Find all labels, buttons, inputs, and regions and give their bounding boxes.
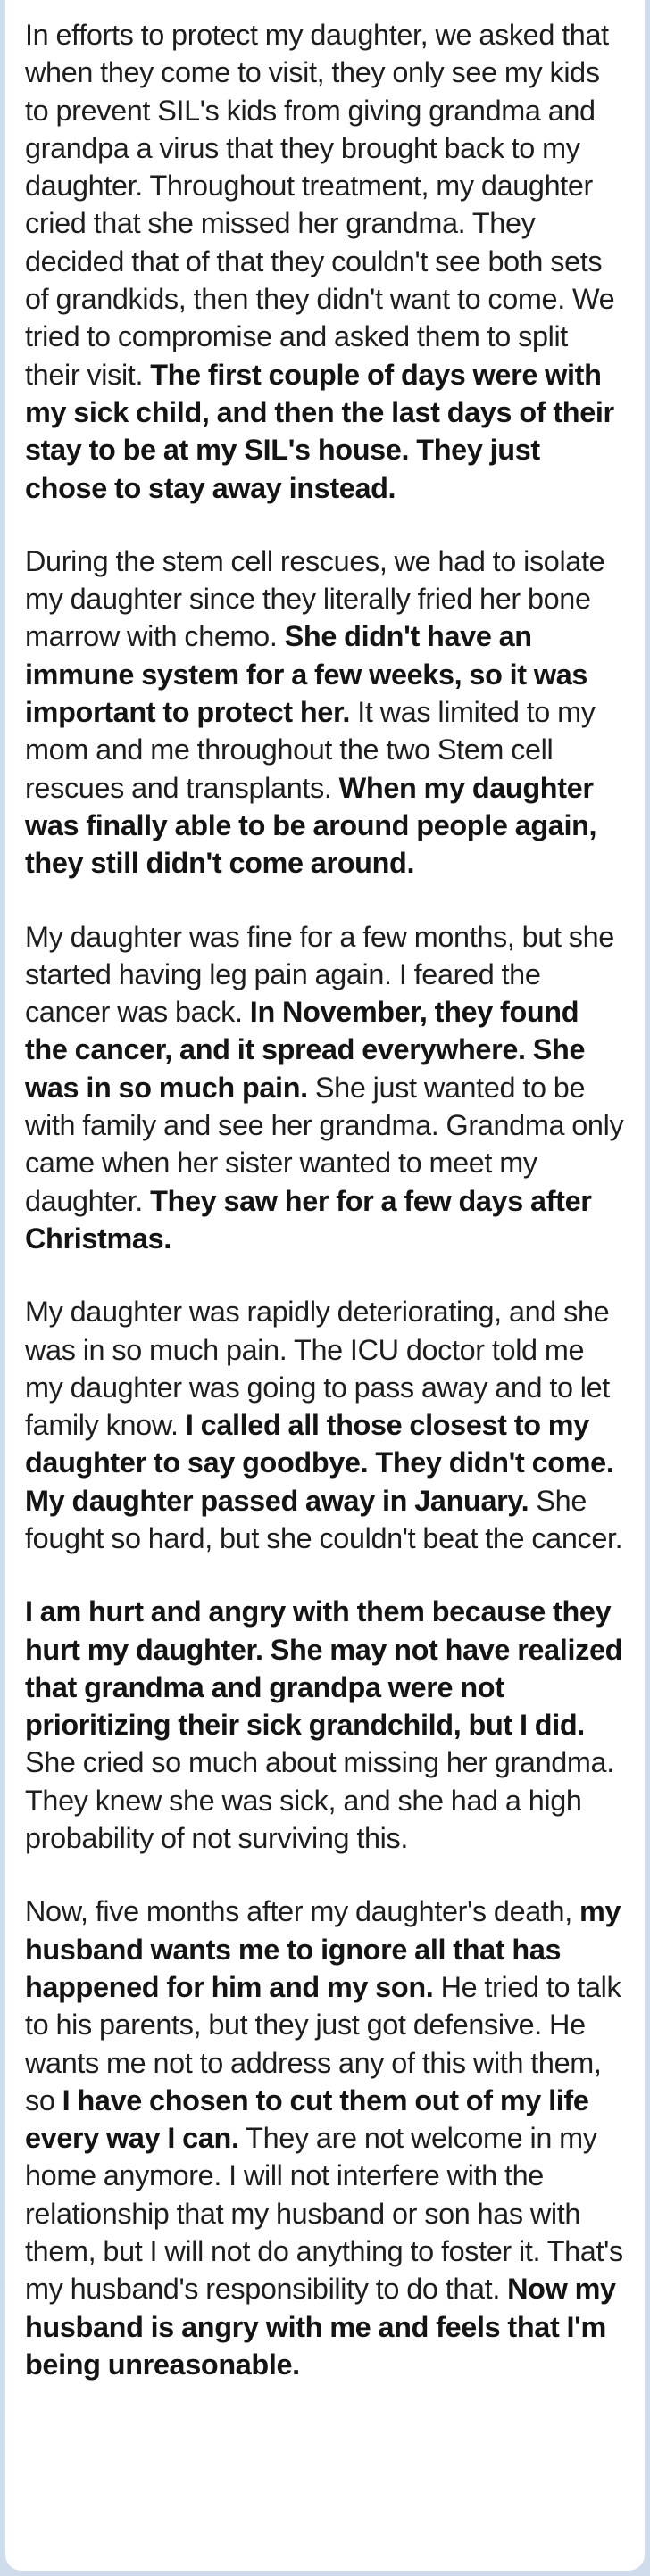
body-text: She fought so hard, but she couldn't beat the cancer. bbox=[25, 1484, 623, 1554]
body-text: My daughter was rapidly deteriorating, and she was in so much pain. The ICU doctor told me my daughter was going to pass away and to let family know. bbox=[25, 1296, 610, 1442]
body-text: During the stem cell rescues, we had to isolate my daughter since they literally fried her bone marrow with chemo. bbox=[25, 544, 605, 653]
emphasized-text: They saw her for a few days after Christmas. bbox=[25, 1184, 592, 1255]
body-text: Now, five months after my daughter's death, bbox=[25, 1895, 580, 1928]
story-paragraph bbox=[25, 16, 625, 507]
emphasized-text: She didn't have an immune system for a few weeks, so it was important to protect her. bbox=[25, 620, 588, 729]
body-text: They are not welcome in my home anymore. I will not interfere with the relationship that my husband or son has with them, but I will not do anything to foster it. That's my husband's responsibility to do that. bbox=[25, 2122, 623, 2306]
story-card bbox=[5, 0, 645, 2571]
emphasized-text: The first couple of days were with my sick child, and then the last days of their stay to be at my SIL's house. They just chose to stay away instead. bbox=[25, 358, 614, 504]
emphasized-text: I called all those closest to my daughter to say goodbye. They didn't come. My daughter passed away in January. bbox=[25, 1409, 614, 1517]
emphasized-text: I am hurt and angry with them because they hurt my daughter. She may not have realized that grandma and grandpa were not prioritizing their sick grandchild, but I did. bbox=[25, 1595, 623, 1742]
body-text: She cried so much about missing her grandma. They knew she was sick, and she had a high probability of not surviving this. bbox=[25, 1746, 614, 1855]
story-paragraph bbox=[25, 1293, 625, 1557]
story-paragraph bbox=[25, 1593, 625, 1857]
body-text: My daughter was fine for a few months, but she started having leg pain again. I feared the cancer was back. bbox=[25, 920, 614, 1029]
story-paragraph bbox=[25, 1893, 625, 2383]
body-text: It was limited to my mom and me throughout the two Stem cell rescues and transplants. bbox=[25, 696, 596, 804]
emphasized-text: When my daughter was finally able to be around people again, they still didn't come around. bbox=[25, 771, 597, 880]
emphasized-text: my husband wants me to ignore all that has happened for him and my son. bbox=[25, 1895, 621, 2003]
emphasized-text: Now my husband is angry with me and feels that I'm being unreasonable. bbox=[25, 2273, 616, 2381]
story-paragraph bbox=[25, 543, 625, 882]
story-paragraph bbox=[25, 918, 625, 1258]
emphasized-text: I have chosen to cut them out of my life every way I can. bbox=[25, 2083, 589, 2155]
body-text: She just wanted to be with family and see her grandma. Grandma only came when her sister wanted to meet my daughter. bbox=[25, 1071, 624, 1217]
emphasized-text: In November, they found the cancer, and it spread everywhere. She was in so much pain. bbox=[25, 996, 586, 1104]
story-text bbox=[25, 16, 625, 2383]
body-text: He tried to talk to his parents, but they just got defensive. He wants me not to address any of this with them, so bbox=[25, 1970, 621, 2116]
body-text: In efforts to protect my daughter, we asked that when they come to visit, they only see my kids to prevent SIL's kids from giving grandma and grandpa a virus that they brought back to my daughter. Throughout treatment, my daughter cried that she missed her grandma. They decided that of that they couldn't see both sets of grandkids, then they didn't want to come. We tried to compromise and asked them to split their visit. bbox=[25, 19, 615, 391]
